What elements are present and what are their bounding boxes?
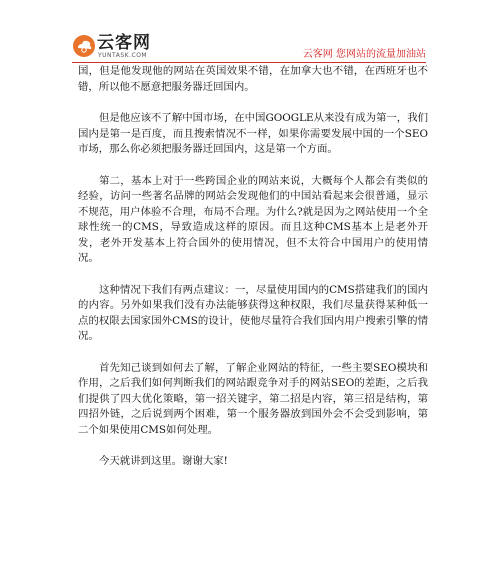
site-slogan: 云客网 您网站的流量加油站: [302, 49, 426, 60]
paragraph: 但是他应该不了解中国市场，在中国GOOGLE从来没有成为第一，我们国内是第一是百度，而且搜索情况不一样，如果你需要发展中国的一个SEO市场，那么你必须把服务器迁回国内，这是第一个方面。: [78, 112, 428, 155]
closing-paragraph: 今天就讲到这里。谢谢大家!: [99, 455, 228, 467]
paragraph: 第二，基本上对于一些跨国企业的网站来说，大概每个人都会有类似的经验，访问一些著名品牌的网站会发现他们的中国站看起来会很普通，显示不规范，用户体验不合理，布局不合理。为什么?就是因为之网站使用一个全球性统一的CMS，导致造成这样的原因。而且这种CMS基本上是老外开发，老外开发基本上符合国外的使用情况，但不太符合中国用户的使用情况。: [78, 174, 428, 264]
logo-domain: YUNTASK.COM: [98, 52, 148, 59]
logo-name: 云客网: [97, 33, 151, 53]
article-body: [78, 64, 428, 486]
header-divider: [72, 62, 426, 63]
paragraph: 首先知己谈到如何去了解，了解企业网站的特征，一些主要SEO模块和作用，之后我们如何判断我们的网站跟竞争对手的网站SEO的差距，之后我们提供了四大优化策略，第一招关键字，第二招是内容，第三招是结构，第四招外链，之后说到两个困难，第一个服务器放到国外会不会受到影响，第二个如果使用CMS如何处理。: [78, 361, 428, 436]
site-logo[interactable]: [72, 34, 182, 60]
paragraph-continued: 国，但是他发现他的网站在英国效果不错，在加拿大也不错，在西班牙也不错，所以他不愿意把服务器迁回国内。: [78, 65, 428, 93]
paragraph: 这种情况下我们有两点建议：一，尽量使用国内的CMS搭建我们的国内的内容。另外如果我们没有办法能够获得这种权限，我们尽量获得某种低一点的权限去国家国外CMS的设计，使他尽量符合我们国内用户搜索引擎的情况。: [78, 283, 428, 342]
page-header: [0, 0, 500, 66]
cloud-logo-icon: [72, 34, 96, 58]
